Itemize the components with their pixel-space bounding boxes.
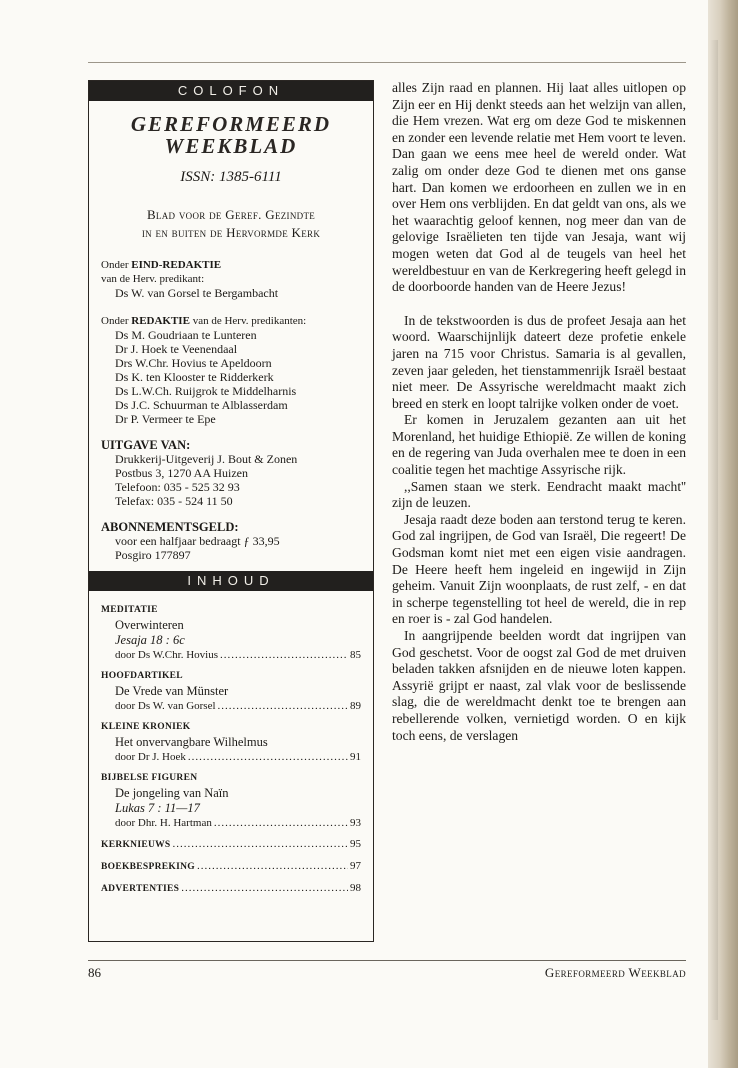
toc-entry-row[interactable] bbox=[101, 750, 361, 765]
issn: ISSN: 1385-6111 bbox=[180, 169, 282, 185]
toc-hoofdartikel bbox=[101, 669, 361, 714]
toc-article-title: Overwinteren bbox=[115, 618, 184, 632]
toc-section-head: BIJBELSE FIGUREN bbox=[101, 773, 198, 783]
uitgave-line: Telefax: 035 - 524 11 50 bbox=[115, 494, 233, 508]
toc-author: door Ds W.Chr. Hovius bbox=[115, 649, 218, 661]
redaktie-name: Ds L.W.Ch. Ruijgrok te Middelharnis bbox=[115, 384, 297, 398]
toc-scripture: Lukas 7 : 11—17 bbox=[115, 801, 200, 815]
toc-page: 93 bbox=[350, 817, 361, 829]
toc-entry-row[interactable] bbox=[101, 881, 361, 897]
redaktie-prefix: Onder bbox=[101, 315, 129, 327]
toc-page: 89 bbox=[350, 700, 361, 712]
redaktie-name: Drs W.Chr. Hovius te Apeldoorn bbox=[115, 356, 272, 370]
toc-meditatie bbox=[101, 603, 361, 663]
toc-article-title: De jongeling van Naïn bbox=[115, 786, 229, 800]
uitgave-line: Drukkerij-Uitgeverij J. Bout & Zonen bbox=[115, 452, 298, 466]
redaktie-name: Ds J.C. Schuurman te Alblasserdam bbox=[115, 398, 288, 412]
eindredaktie-prefix: Onder bbox=[101, 259, 129, 271]
uitgave-line: Postbus 3, 1270 AA Huizen bbox=[115, 466, 249, 480]
redaktie-section bbox=[89, 314, 373, 426]
toc-author: door Dr J. Hoek bbox=[115, 751, 186, 763]
magazine-title bbox=[89, 113, 373, 157]
toc-kroniek bbox=[101, 720, 361, 765]
table-of-contents bbox=[89, 603, 373, 897]
toc-section-head: MEDITATIE bbox=[101, 605, 158, 615]
page-number: 86 bbox=[88, 965, 101, 980]
toc-section-head: ADVERTENTIES bbox=[101, 884, 180, 894]
toc-kerknieuws bbox=[101, 837, 361, 853]
colofon-box bbox=[88, 80, 374, 942]
toc-author: door Dhr. H. Hartman bbox=[115, 817, 212, 829]
toc-article-title: Het onvervangbare Wilhelmus bbox=[115, 735, 268, 749]
uitgave-line: Telefoon: 035 - 525 32 93 bbox=[115, 480, 240, 494]
colofon-bar: COLOFON bbox=[89, 81, 373, 101]
toc-article-title: De Vrede van Münster bbox=[115, 684, 229, 698]
toc-page: 98 bbox=[350, 882, 361, 894]
toc-page: 97 bbox=[350, 860, 361, 872]
toc-boekbespreking bbox=[101, 859, 361, 875]
paragraph-gap bbox=[392, 296, 686, 313]
redaktie-sub: van de Herv. predikanten: bbox=[192, 315, 307, 327]
leader-dots bbox=[220, 648, 348, 663]
article-paragraph: Jesaja raadt deze boden aan terstond terug te keren. God zal ingrijpen, de God van Israël, Die regeert! De Godsman komt niet met een eigen visie aandragen. De Heere heeft hem ingeleid en ingewijd in Zijn geheim. Vanuit Zijn woonplaats, de rust zelf, - en dat in scherpe tegenstelling tot heel de wereld, die in rep en roer is - zal God handelen. bbox=[392, 511, 686, 627]
top-rule bbox=[88, 62, 686, 63]
article-paragraph: ,,Samen staan we sterk. Eendracht maakt macht'' zijn de leuzen. bbox=[392, 478, 686, 511]
uitgave-section bbox=[89, 438, 373, 508]
toc-section-head: KERKNIEUWS bbox=[101, 840, 171, 850]
abonnement-line: voor een halfjaar bedraagt ƒ 33,95 bbox=[115, 534, 280, 548]
leader-dots bbox=[188, 750, 348, 765]
toc-page: 91 bbox=[350, 751, 361, 763]
abonnement-line: Posgiro 177897 bbox=[115, 548, 191, 562]
redaktie-name: Dr J. Hoek te Veenendaal bbox=[115, 342, 238, 356]
toc-author: door Ds W. van Gorsel bbox=[115, 700, 216, 712]
toc-section-head: KLEINE KRONIEK bbox=[101, 722, 191, 732]
toc-section-head: HOOFDARTIKEL bbox=[101, 671, 183, 681]
redaktie-label: REDAKTIE bbox=[131, 315, 190, 327]
toc-bijbelse bbox=[101, 771, 361, 831]
article-paragraph: In aangrijpende beelden wordt dat ingrijpen van God geschetst. Voor de oogst zal God de met druiven beladen takken afsnijden en de nieuwe loten kappen. Assyrië grijpt er naast, zal vlak voor de beslissende slag, die de wereldmacht denkt toe te brengen aan rebellerende volken, vernietigd worden. O en kijk toch eens, de verslagen bbox=[392, 628, 686, 743]
inhoud-bar: INHOUD bbox=[89, 571, 373, 591]
redaktie-name: Ds K. ten Klooster te Ridderkerk bbox=[115, 370, 274, 384]
redaktie-name: Dr P. Vermeer te Epe bbox=[115, 412, 216, 426]
subtitle-line1: Blad voor de Geref. Gezindte bbox=[146, 207, 316, 222]
leader-dots bbox=[173, 837, 348, 852]
leader-dots bbox=[214, 816, 348, 831]
eindredaktie-name: Ds W. van Gorsel te Bergambacht bbox=[115, 286, 279, 300]
toc-scripture: Jesaja 18 : 6c bbox=[115, 633, 185, 647]
toc-page: 95 bbox=[350, 838, 361, 850]
toc-entry-row[interactable] bbox=[101, 648, 361, 663]
footer-rule bbox=[88, 960, 686, 961]
article-paragraph: Er komen in Jeruzalem gezanten aan uit het Morenland, het huidige Ethiopië. Ze willen de koning en de regering van Juda overhalen mee te doen in een coalitie tegen het machtige Assyrische rijk. bbox=[392, 412, 686, 478]
article-column bbox=[392, 80, 686, 744]
leader-dots bbox=[197, 859, 348, 874]
toc-section-head: BOEKBESPREKING bbox=[101, 862, 195, 872]
subtitle-line2: in en buiten de Hervormde Kerk bbox=[141, 225, 321, 240]
leader-dots bbox=[218, 699, 348, 714]
running-title: Gereformeerd Weekblad bbox=[544, 965, 686, 980]
subtitle bbox=[89, 206, 373, 242]
uitgave-label: UITGAVE VAN: bbox=[101, 438, 191, 452]
toc-entry-row[interactable] bbox=[101, 816, 361, 831]
eindredaktie-sub: van de Herv. predikant: bbox=[101, 273, 205, 285]
abonnement-section bbox=[89, 520, 373, 562]
magazine-title-line2: WEEKBLAD bbox=[164, 134, 298, 158]
eindredaktie-label: EIND-REDAKTIE bbox=[131, 259, 222, 271]
abonnement-label: ABONNEMENTSGELD: bbox=[101, 520, 239, 534]
toc-entry-row[interactable] bbox=[101, 837, 361, 853]
redaktie-name: Ds M. Goudriaan te Lunteren bbox=[115, 328, 257, 342]
article-paragraph: In de tekstwoorden is dus de profeet Jesaja aan het woord. Waarschijnlijk dateert deze profetie enkele jaren na 715 voor Christus. Samaria is al gevallen, zeven jaar geleden, het tienstammenrijk Israël bestaat niet meer. De Assyrische wereldmacht maakt zich breed en sterk en loopt talrijke volken onder de voet. bbox=[392, 312, 686, 411]
page-edge-shadow bbox=[710, 40, 718, 1020]
leader-dots bbox=[181, 881, 348, 896]
article-paragraph: alles Zijn raad en plannen. Hij laat alles uitlopen op Zijn eer en Hij denkt steeds aan het welzijn van allen, die Hem vrezen. Wat erg om deze God te miskennen en zonder een levende relatie met Hem voort te leven. Dan gaan we eens mee heel de wereld onder. Wat zalig om onder deze God te dienen met ons ganse hart. Dan komen we erdoorheen en zullen we in en over Hem ons verblijden. En dat geldt van ons, als we het waarachtig geloof kennen, nog meer dan van de gelovige Israëlieten ten tijde van Jesaja, want wij mogen weten dat God al de teugels van heel het wereldbestuur en van de Kerkregering heeft gelegd in de doorboorde handen van de Heere Jezus! bbox=[392, 80, 686, 295]
toc-page: 85 bbox=[350, 649, 361, 661]
toc-advertenties bbox=[101, 881, 361, 897]
toc-entry-row[interactable] bbox=[101, 859, 361, 875]
magazine-title-line1: GEREFORMEERD bbox=[130, 112, 332, 136]
toc-entry-row[interactable] bbox=[101, 699, 361, 714]
eindredaktie-section bbox=[89, 258, 373, 300]
